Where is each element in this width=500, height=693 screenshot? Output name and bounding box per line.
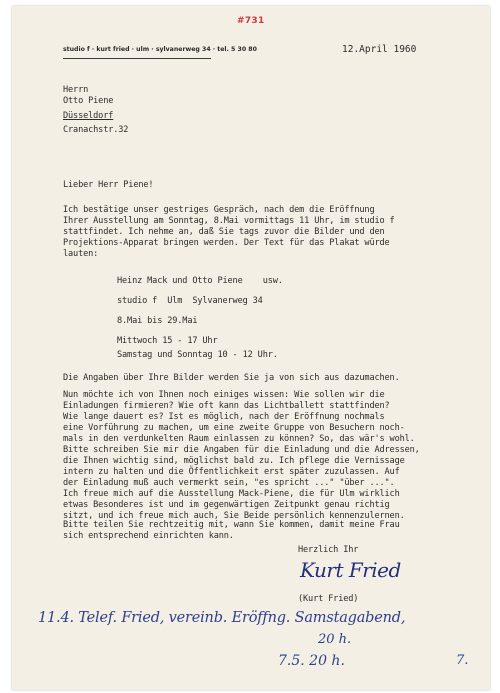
- paragraph-line: Bitte schreiben Sie mir die Angaben für die Einladung und die Adressen,: [63, 445, 420, 455]
- paragraph-line: intern zu halten und die Öffentlichkeit erst später zuzulassen. Auf: [63, 467, 400, 477]
- paragraph-line: sitzt, und ich freue mich auch, Sie Beide persönlich kennenzulernen.: [63, 511, 405, 521]
- handwritten-note-line: 20 h.: [318, 632, 352, 647]
- poster-line: Mittwoch 15 - 17 Uhr: [117, 336, 218, 346]
- handwritten-note-mark: 7.: [456, 653, 469, 668]
- paragraph-line: Nun möchte ich von Ihnen noch einiges wissen: Wie sollen wir die: [63, 390, 385, 400]
- paragraph-line: eine Vorführung zu machen, um eine zweite Gruppe von Besuchern noch-: [63, 423, 405, 433]
- poster-line: Samstag und Sonntag 10 - 12 Uhr.: [117, 350, 278, 360]
- paragraph-line: sich entsprechend einrichten kann.: [63, 531, 234, 541]
- letterhead: studio f · kurt fried · ulm · sylvanerweg 34 · tel. 5 30 80: [63, 46, 257, 53]
- paragraph-line: etwas Besonderes ist und im gegenwärtigen Zeitpunkt genau richtig: [63, 500, 390, 510]
- recipient-name: Otto Piene: [63, 96, 114, 106]
- paragraph-line: Ihrer Ausstellung am Sonntag, 8.Mai vormittags 11 Uhr, im studio f: [63, 216, 395, 226]
- letter-sheet: [12, 6, 490, 690]
- handwritten-signature: Kurt Fried: [300, 558, 401, 582]
- handwritten-note-line: 7.5. 20 h.: [278, 653, 345, 669]
- recipient-city: Düsseldorf: [63, 111, 114, 121]
- paragraph-line: der Einladung muß auch vermerkt sein, "es spricht ..." "über ...".: [63, 478, 395, 488]
- paragraph-line: Bitte teilen Sie rechtzeitig mit, wann Sie kommen, damit meine Frau: [63, 520, 400, 530]
- paragraph-line: Wie lange dauert es? Ist es möglich, nach der Eröffnung nochmals: [63, 412, 385, 422]
- paragraph-line: Projektions-Apparat bringen werden. Der Text für das Plakat würde: [63, 238, 390, 248]
- archive-number: #731: [237, 16, 265, 26]
- letterhead-rule: [63, 58, 211, 59]
- typed-name: (Kurt Fried): [298, 594, 359, 604]
- paragraph-2: Die Angaben über Ihre Bilder werden Sie ja von sich aus dazumachen.: [63, 373, 400, 383]
- recipient-street: Cranachstr.32: [63, 125, 129, 135]
- paragraph-line: die Ihnen wichtig sind, möglichst bald zu. Ich pflege die Vernissage: [63, 456, 405, 466]
- closing: Herzlich Ihr: [298, 545, 359, 555]
- poster-line: Heinz Mack und Otto Piene usw.: [117, 276, 283, 286]
- poster-line: studio f Ulm Sylvanerweg 34: [117, 296, 263, 306]
- letter-date: 12.April 1960: [342, 44, 417, 55]
- paragraph-line: Ich bestätige unser gestriges Gespräch, nach dem die Eröffnung: [63, 205, 375, 215]
- handwritten-note-line: 11.4. Telef. Fried, vereinb. Eröffng. Samstagabend,: [38, 610, 406, 626]
- salutation: Lieber Herr Piene!: [63, 180, 154, 190]
- paragraph-line: Einladungen firmieren? Wie oft kann das Lichtballett stattfinden?: [63, 401, 390, 411]
- paragraph-line: mals in den verdunkelten Raum einlassen zu können? So, das wär's wohl.: [63, 434, 415, 444]
- poster-line: 8.Mai bis 29.Mai: [117, 316, 198, 326]
- recipient-title: Herrn: [63, 85, 89, 95]
- paragraph-line: stattfindet. Ich nehme an, daß Sie tags zuvor die Bilder und den: [63, 227, 385, 237]
- paragraph-line: lauten:: [63, 249, 99, 259]
- paragraph-line: Ich freue mich auf die Ausstellung Mack-Piene, die für Ulm wirklich: [63, 489, 400, 499]
